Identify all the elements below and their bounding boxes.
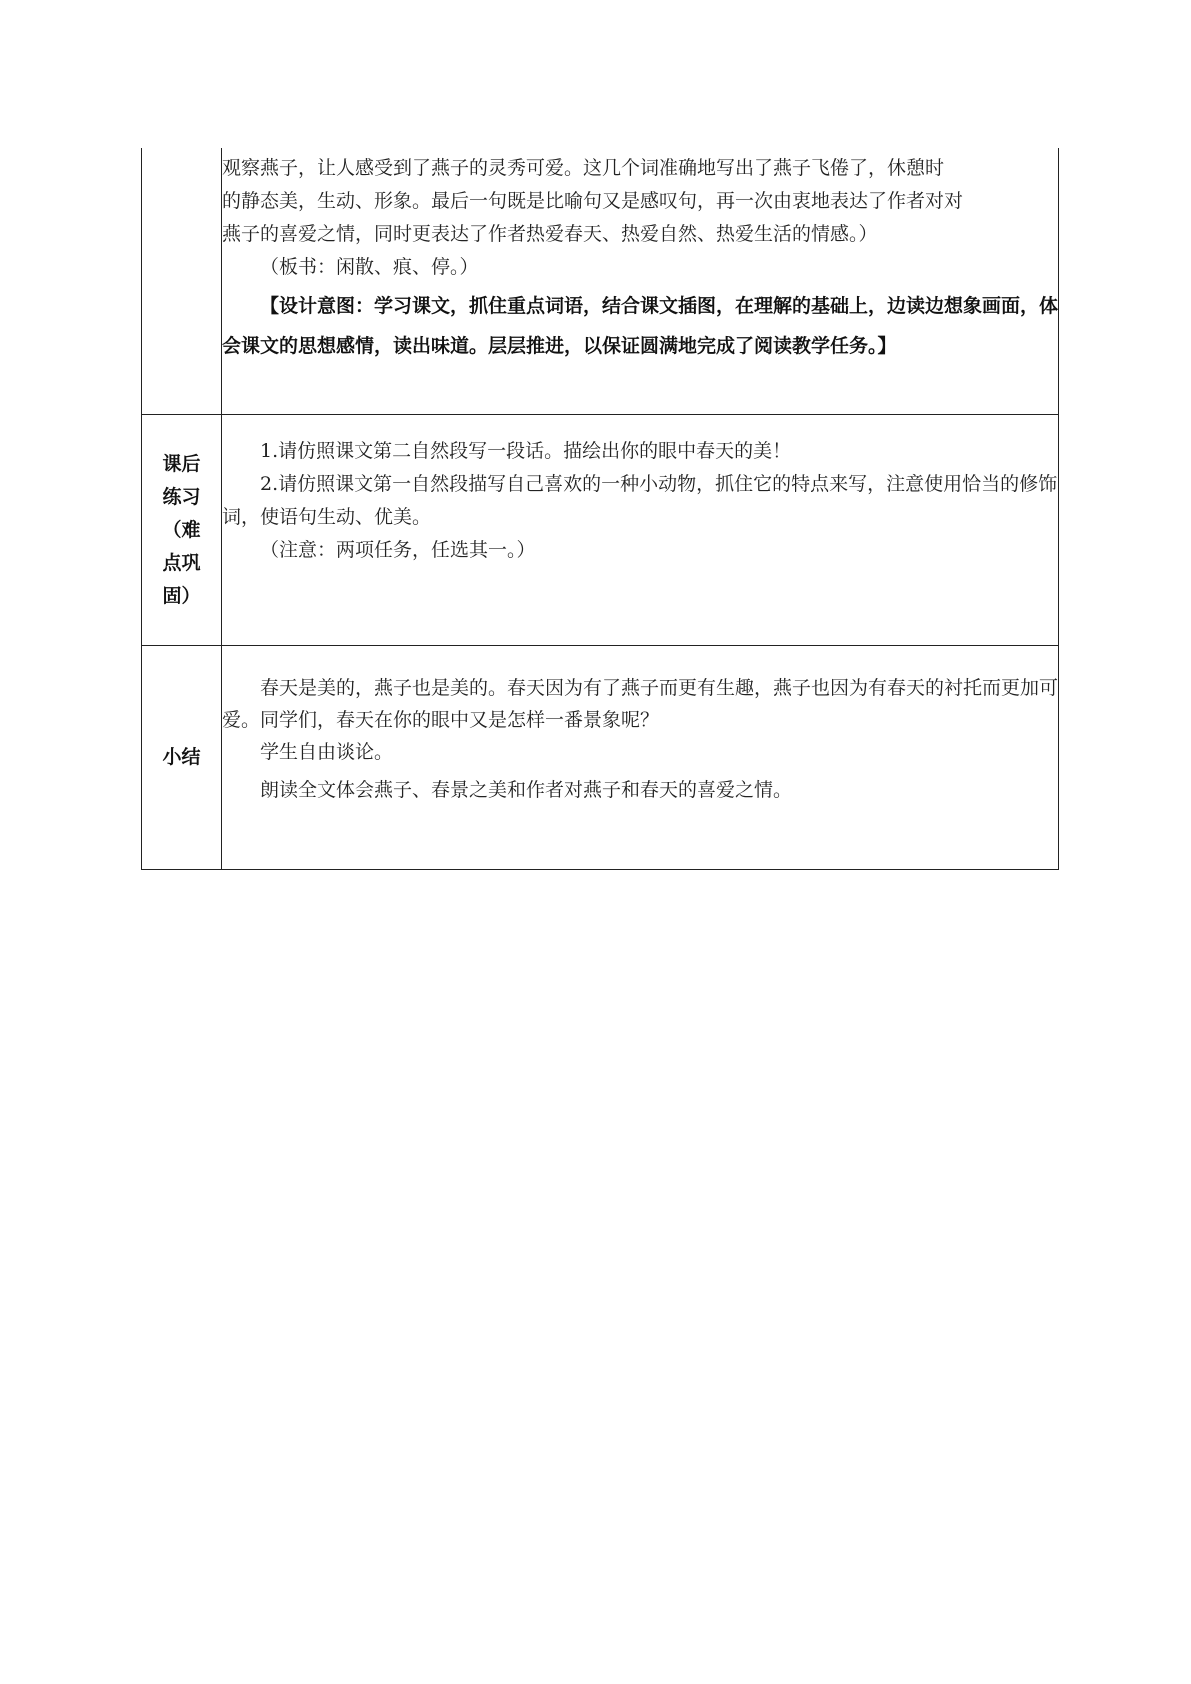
row-label-summary: 小结 <box>142 646 222 870</box>
row-label-reading <box>142 148 222 415</box>
homework-content-cell <box>222 415 1059 646</box>
reading-line-3: 燕子的喜爱之情，同时更表达了作者热爱春天、热爱自然、热爱生活的情感。） <box>222 223 878 245</box>
homework-item-2: 2.请仿照课文第一自然段描写自己喜欢的一种小动物，抓住它的特点来写，注意使用恰当的修饰词，使语句生动、优美。 <box>222 473 1058 528</box>
table-row-homework <box>142 415 1059 646</box>
row-label-homework <box>142 415 222 646</box>
table-row-reading <box>142 148 1059 415</box>
summary-content-cell <box>222 646 1059 870</box>
table-row-summary <box>142 646 1059 870</box>
board-note: （板书：闲散、痕、停。） <box>260 256 479 278</box>
reading-line-2: 的静态美，生动、形象。最后一句既是比喻句又是感叹句，再一次由衷地表达了作者对对 <box>222 190 964 212</box>
homework-label-text: 课后练习（难点巩固） <box>162 452 201 607</box>
summary-paragraph-3: 朗读全文体会燕子、春景之美和作者对燕子和春天的喜爱之情。 <box>260 779 793 801</box>
homework-note: （注意：两项任务，任选其一。） <box>260 539 536 561</box>
reading-line-1: 观察燕子，让人感受到了燕子的灵秀可爱。这几个词准确地写出了燕子飞倦了，休憩时 <box>222 157 945 179</box>
design-intent: 【设计意图：学习课文，抓住重点词语，结合课文插图，在理解的基础上，边读边想象画面，体会课文的思想感情，读出味道。层层推进，以保证圆满地完成了阅读教学任务。】 <box>222 295 1059 357</box>
summary-paragraph-1: 春天是美的，燕子也是美的。春天因为有了燕子而更有生趣，燕子也因为有春天的衬托而更加可爱。同学们，春天在你的眼中又是怎样一番景象呢？ <box>222 677 1059 731</box>
lesson-plan-table <box>141 148 1059 870</box>
homework-item-1: 1.请仿照课文第二自然段写一段话。描绘出你的眼中春天的美！ <box>260 440 792 462</box>
reading-content-cell <box>222 148 1059 415</box>
summary-paragraph-2: 学生自由谈论。 <box>260 741 394 763</box>
